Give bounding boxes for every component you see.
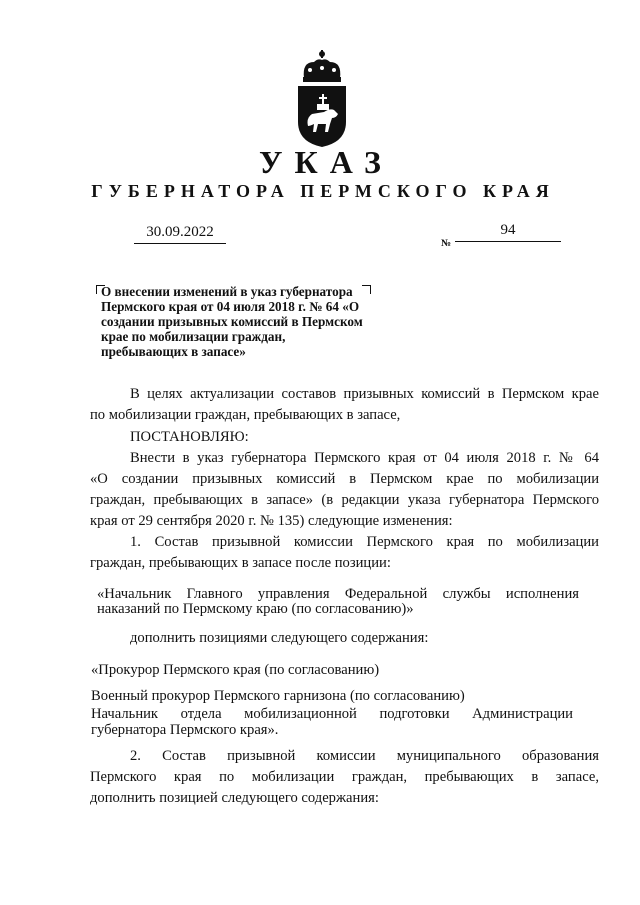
quoted-position: губернатора Пермского края». xyxy=(91,722,279,738)
document-number: 94 xyxy=(455,222,561,242)
body-paragraph-line: граждан, пребывающих в запасе» (в редакции указа губернатора Пермского xyxy=(90,492,599,508)
quoted-position: Военный прокурор Пермского гарнизона (по согласованию) xyxy=(91,688,465,704)
body-paragraph-line: 1. Состав призывной комиссии Пермского края по мобилизации xyxy=(130,534,599,550)
body-paragraph-line: Внести в указ губернатора Пермского края от 04 июля 2018 г. № 64 xyxy=(130,450,599,466)
number-label: № xyxy=(441,238,452,249)
document-date: 30.09.2022 xyxy=(134,224,226,244)
body-paragraph-line: граждан, пребывающих в запасе после позиции: xyxy=(90,555,391,571)
perm-krai-coat-of-arms-icon xyxy=(290,48,354,148)
body-paragraph-line: по мобилизации граждан, пребывающих в запасе, xyxy=(90,407,401,423)
body-paragraph-line: 2. Состав призывной комиссии муниципального образования xyxy=(130,748,599,764)
body-paragraph-line: дополнить позицией следующего содержания: xyxy=(90,790,379,806)
body-paragraph-line: дополнить позициями следующего содержания: xyxy=(130,630,429,646)
quoted-position: «Начальник Главного управления Федеральной службы исполнения xyxy=(97,586,579,602)
subject-corner-right xyxy=(362,285,371,294)
decree-word: ПОСТАНОВЛЯЮ: xyxy=(130,429,249,445)
quoted-position: «Прокурор Пермского края (по согласованию) xyxy=(91,662,380,678)
body-paragraph-line: «О создании призывных комиссий в Пермском крае по мобилизации xyxy=(90,471,599,487)
body-paragraph-line: В целях актуализации составов призывных комиссий в Пермском крае xyxy=(130,386,599,402)
body-paragraph-line: Пермского края по мобилизации граждан, пребывающих в запасе, xyxy=(90,769,599,785)
document-subject: О внесении изменений в указ губернатора Пермского края от 04 июля 2018 г. № 64 «О создании призывных комиссий в Пермском крае по мобилизации граждан, пребывающих в запасе» xyxy=(101,284,363,359)
quoted-position: наказаний по Пермскому краю (по согласованию)» xyxy=(97,601,414,617)
quoted-position: Начальник отдела мобилизационной подготовки Администрации xyxy=(91,706,573,722)
document-type-title: УКАЗ xyxy=(259,144,393,180)
issuer-title: ГУБЕРНАТОРА ПЕРМСКОГО КРАЯ xyxy=(91,181,555,201)
body-paragraph-line: края от 29 сентября 2020 г. № 135) следующие изменения: xyxy=(90,513,453,529)
